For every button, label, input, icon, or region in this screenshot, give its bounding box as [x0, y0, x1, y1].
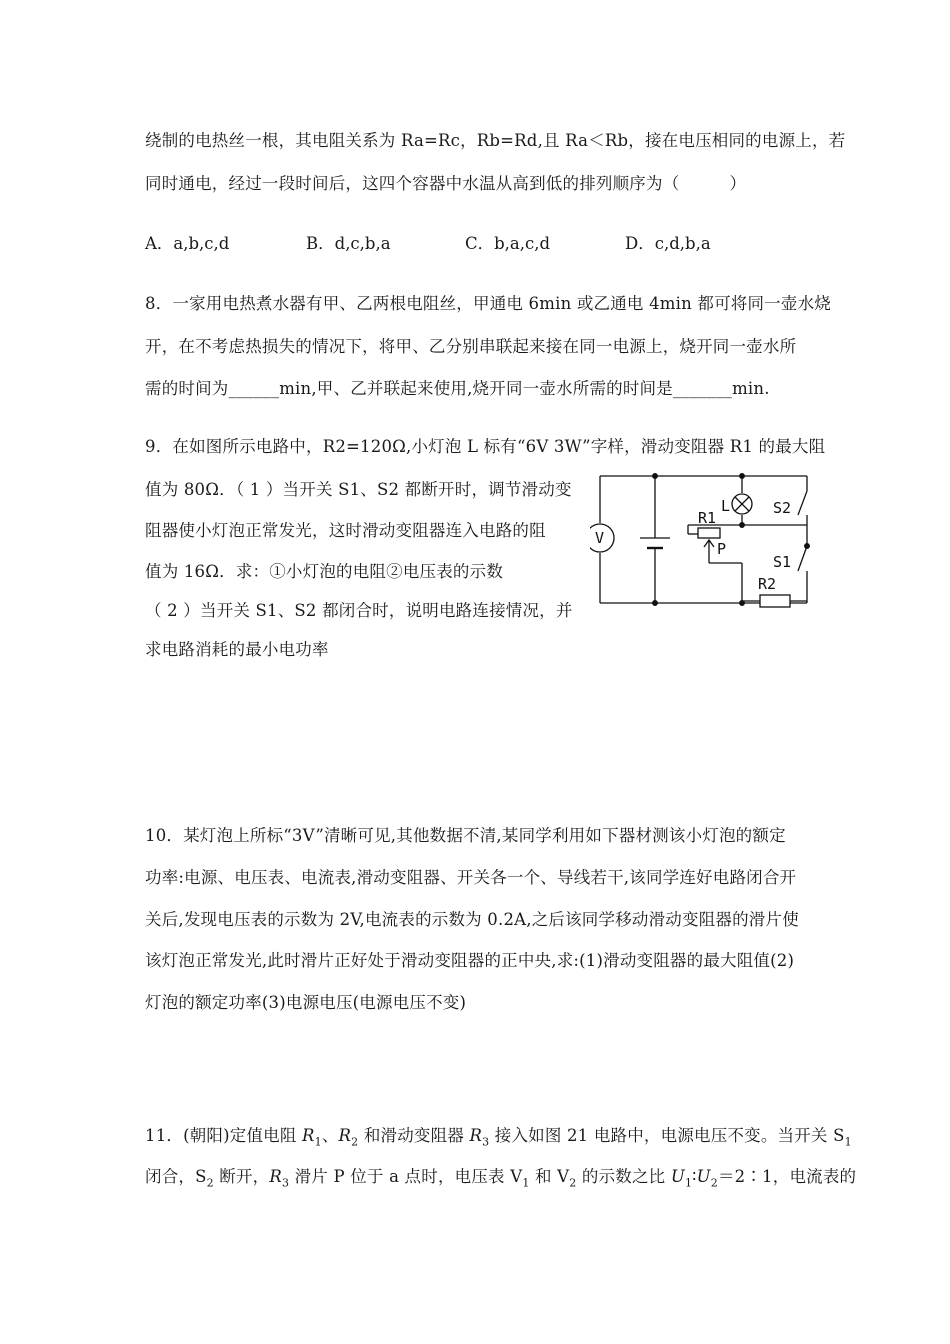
rheostat-r1-label: R1: [698, 509, 717, 527]
voltmeter-label: V: [595, 529, 605, 547]
switch-s1-blade: [798, 546, 807, 571]
junction-dot: [653, 474, 658, 479]
junction-dot: [653, 601, 658, 606]
q10-text-line-1: 10．某灯泡上所标“3V”清晰可见,其他数据不清,某同学利用如下器材测该小灯泡的额定: [145, 826, 786, 845]
q10-text-line-2: 功率:电源、电压表、电流表,滑动变阻器、开关各一个、导线若干,该同学连好电路闭合开: [145, 868, 797, 887]
q9-text-line-2: 值为 80Ω．（ 1 ）当开关 S1、S2 都断开时，调节滑动变: [145, 480, 572, 499]
q8-text-line-1: 8．一家用电热煮水器有甲、乙两根电阻丝，甲通电 6min 或乙通电 4min 都可将同一壶水烧: [145, 294, 831, 313]
q11-text-line-1: 11．(朝阳)定值电阻 $R_1$、$R_2$ 和滑动变阻器 $R_3$ 接入如图 21 电路中，电源电压不变。当开关 $S_1$: [145, 1126, 852, 1149]
q9-text-line-3: 阻器使小灯泡正常发光，这时滑动变阻器连入电路的阻: [145, 521, 546, 540]
switch-s1-label: S1: [773, 553, 792, 571]
junction-dot: [740, 523, 745, 528]
q9-text-line-1: 9．在如图所示电路中，R2=120Ω,小灯泡 L 标有“6V 3W”字样，滑动变阻器 R1 的最大阻: [145, 437, 826, 456]
slider-label: P: [717, 540, 727, 558]
resistor-r2-label: R2: [758, 575, 777, 593]
q7-option-c: C．b,a,c,d: [465, 234, 551, 253]
q7-option-a: A．a,b,c,d: [145, 234, 230, 253]
junction-dot: [740, 474, 745, 479]
lamp-label: L: [721, 497, 731, 515]
junction-dot: [740, 601, 745, 606]
q9-text-line-6: 求电路消耗的最小电功率: [145, 640, 329, 659]
q10-text-line-4: 该灯泡正常发光,此时滑片正好处于滑动变阻器的正中央,求:(1)滑动变阻器的最大阻值(2): [145, 951, 795, 970]
switch-s2-blade: [798, 491, 807, 515]
q7-text-line-1: 绕制的电热丝一根，其电阻关系为 Ra=Rc，Rb=Rd,且 Ra＜Rb，接在电压相同的电源上，若: [145, 131, 846, 150]
q8-text-line-3: 需的时间为______min,甲、乙并联起来使用,烧开同一壶水所需的时间是_______min.: [145, 379, 770, 398]
rheostat-r1-symbol: [698, 528, 720, 538]
q10-text-line-5: 灯泡的额定功率(3)电源电压(电源电压不变): [145, 993, 467, 1012]
q9-text-line-5: （ 2 ）当开关 S1、S2 都闭合时，说明电路连接情况，并: [145, 601, 573, 620]
resistor-r2-symbol: [760, 595, 790, 607]
q7-text-line-2: 同时通电，经过一段时间后，这四个容器中水温从高到低的排列顺序为（ ）: [145, 174, 747, 193]
q9-circuit-diagram: [590, 468, 830, 618]
q10-text-line-3: 关后,发现电压表的示数为 2V,电流表的示数为 0.2A,之后该同学移动滑动变阻器的滑片使: [145, 910, 799, 929]
q9-text-line-4: 值为 16Ω．求：①小灯泡的电阻②电压表的示数: [145, 562, 504, 581]
q7-option-b: B．d,c,b,a: [306, 234, 391, 253]
q8-text-line-2: 开，在不考虑热损失的情况下，将甲、乙分别串联起来接在同一电源上，烧开同一壶水所: [145, 337, 797, 356]
switch-s2-label: S2: [773, 499, 792, 517]
q11-text-line-2: 闭合，$S_2$ 断开，$R_3$ 滑片 P 位于 a 点时，电压表 $V_1$ 和 $V_2$ 的示数之比 $U_1∶U_2=2∶1$，电流表的: [145, 1167, 857, 1190]
junction-dot: [805, 544, 810, 549]
q7-option-d: D．c,d,b,a: [625, 234, 711, 253]
